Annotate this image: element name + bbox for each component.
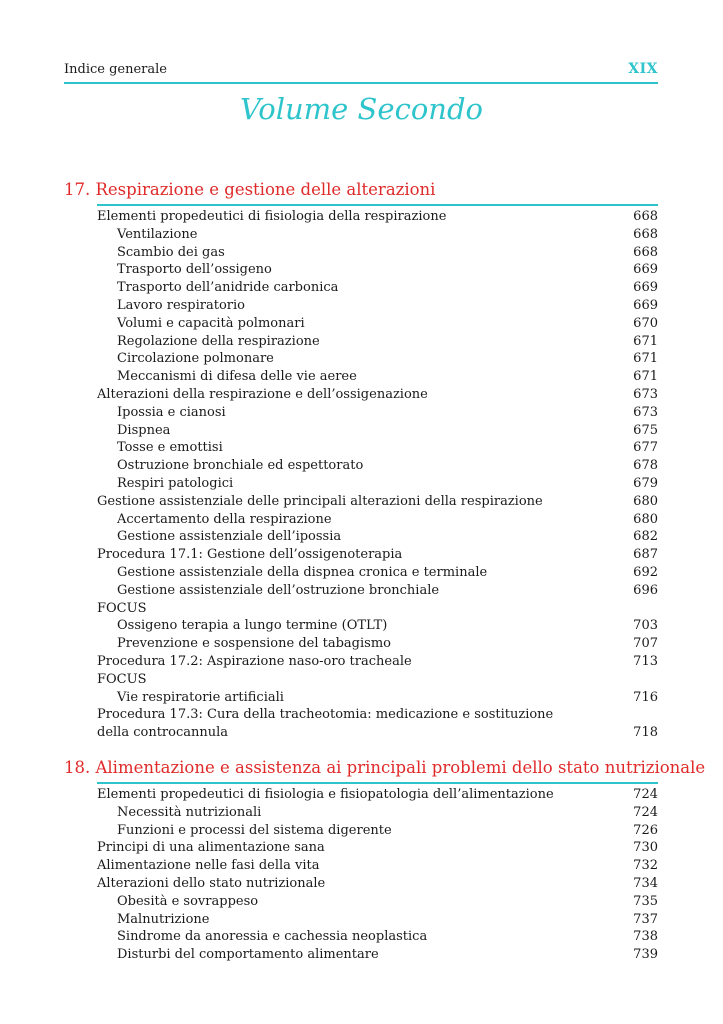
header-rule <box>64 82 658 84</box>
toc-entry <box>97 671 658 689</box>
chapter-title: 18. Alimentazione e assistenza ai principali problemi dello stato nutrizionale <box>64 758 706 777</box>
toc-entry-label: Scambio dei gas <box>117 244 225 260</box>
toc-entry-label: Dispnea <box>117 422 171 438</box>
toc-entry <box>97 564 658 582</box>
toc-entry <box>97 600 658 618</box>
toc-entry-label: Funzioni e processi del sistema digerente <box>117 822 392 838</box>
toc-entry <box>97 422 658 440</box>
toc-entry <box>97 928 658 946</box>
toc-entry-page: 707 <box>633 636 658 652</box>
toc-entry <box>97 893 658 911</box>
toc-entry-label: Prevenzione e sospensione del tabagismo <box>117 636 391 652</box>
toc-entry <box>97 875 658 893</box>
toc-entry-page: 671 <box>633 333 658 349</box>
toc-entry-page: 675 <box>633 422 658 438</box>
toc-entry-label: Malnutrizione <box>117 911 210 927</box>
toc-entry-page: 673 <box>633 386 658 402</box>
toc-entry-page: 732 <box>633 858 658 874</box>
toc-entry-page: 671 <box>633 369 658 385</box>
toc-entry <box>97 261 658 279</box>
toc-entry <box>97 911 658 929</box>
toc-entry <box>97 244 658 262</box>
toc-entry <box>97 368 658 386</box>
toc-entry-page: 738 <box>633 929 658 945</box>
toc-entry <box>97 511 658 529</box>
toc-entry-label: Sindrome da anoressia e cachessia neoplastica <box>117 929 428 945</box>
toc-entry-page: 737 <box>633 911 658 927</box>
toc-entry-label: Circolazione polmonare <box>117 351 274 367</box>
toc-entry <box>97 493 658 511</box>
toc-entry-label: Gestione assistenziale delle principali alterazioni della respirazione <box>97 493 543 509</box>
toc-entry-label: Procedura 17.3: Cura della tracheotomia: medicazione e sostituzione <box>97 707 554 723</box>
toc-entry-label: Disturbi del comportamento alimentare <box>117 947 379 963</box>
chapter-title: 17. Respirazione e gestione delle alterazioni <box>64 180 436 199</box>
toc-entry-label: Necessità nutrizionali <box>117 804 262 820</box>
toc-entry-page: 716 <box>633 689 658 705</box>
toc-entry <box>97 822 658 840</box>
toc-entry-label: della controcannula <box>97 725 229 741</box>
toc-entry <box>97 386 658 404</box>
chapter-18 <box>64 758 706 963</box>
toc-entry-page: 696 <box>633 582 658 598</box>
toc-entry-label: Lavoro respiratorio <box>117 297 246 313</box>
toc-entry <box>97 857 658 875</box>
toc-entry-label: Elementi propedeutici di fisiologia e fisiopatologia dell’alimentazione <box>97 787 554 802</box>
toc-entry-page: 734 <box>633 875 658 891</box>
toc-entry <box>97 546 658 564</box>
toc-entry <box>97 786 658 804</box>
toc-entry <box>97 315 658 333</box>
toc-entry-page: 724 <box>633 804 658 820</box>
toc-entry-label: FOCUS <box>97 600 147 616</box>
toc-entry <box>97 457 658 475</box>
toc-entries <box>97 786 658 964</box>
toc-entry-page: 687 <box>633 547 658 563</box>
toc-entry-label: Alimentazione nelle fasi della vita <box>97 858 320 874</box>
toc-entries <box>97 208 658 742</box>
toc-entry <box>97 839 658 857</box>
toc-entry <box>97 724 658 742</box>
toc-entry <box>97 653 658 671</box>
toc-entry <box>97 528 658 546</box>
toc-entry-label: Alterazioni dello stato nutrizionale <box>97 875 326 891</box>
toc-entry-page: 718 <box>633 725 658 741</box>
toc-entry <box>97 689 658 707</box>
toc-entry-label: Gestione assistenziale dell’ostruzione bronchiale <box>117 582 440 598</box>
toc-entry <box>97 617 658 635</box>
toc-entry-page: 668 <box>633 244 658 260</box>
toc-entry-page: 680 <box>633 493 658 509</box>
toc-entry-page: 671 <box>633 351 658 367</box>
toc-entry <box>97 297 658 315</box>
toc-entry-label: Tosse e emottisi <box>117 440 223 456</box>
toc-entry <box>97 946 658 964</box>
toc-entry-label: Procedura 17.1: Gestione dell’ossigenoterapia <box>97 547 403 563</box>
toc-entry-label: Ventilazione <box>117 226 198 242</box>
toc-entry-page: 726 <box>633 822 658 838</box>
toc-entry-page: 679 <box>633 475 658 491</box>
chapter-rule <box>97 782 658 784</box>
toc-entry-page: 713 <box>633 653 658 669</box>
toc-entry <box>97 635 658 653</box>
toc-entry-page: 735 <box>633 893 658 909</box>
toc-entry <box>97 439 658 457</box>
toc-entry-page: 680 <box>633 511 658 527</box>
toc-entry <box>97 208 658 226</box>
toc-entry-label: Alterazioni della respirazione e dell’ossigenazione <box>97 386 428 402</box>
toc-entry-label: Ostruzione bronchiale ed espettorato <box>117 458 364 474</box>
toc-entry <box>97 333 658 351</box>
toc-entry-page: 739 <box>633 947 658 963</box>
toc-entry-page: 678 <box>633 458 658 474</box>
toc-entry <box>97 404 658 422</box>
toc-entry <box>97 475 658 493</box>
toc-entry-label: Gestione assistenziale dell’ipossia <box>117 529 342 545</box>
toc-entry-label: Regolazione della respirazione <box>117 333 320 349</box>
chapter-17 <box>64 180 658 741</box>
page-number-roman: XIX <box>628 61 658 77</box>
toc-entry-page: 677 <box>633 440 658 456</box>
toc-entry-label: Gestione assistenziale della dispnea cronica e terminale <box>117 564 488 580</box>
toc-entry <box>97 226 658 244</box>
toc-entry-page: 673 <box>633 404 658 420</box>
volume-title: Volume Secondo <box>239 92 483 126</box>
running-header-title: Indice generale <box>64 62 167 77</box>
toc-entry-page: 669 <box>633 280 658 296</box>
running-header <box>64 60 658 80</box>
toc-entry-page: 668 <box>633 226 658 242</box>
chapter-rule <box>97 204 658 206</box>
toc-entry-page: 692 <box>633 564 658 580</box>
toc-entry-page: 730 <box>633 840 658 856</box>
toc-entry-label: Procedura 17.2: Aspirazione naso-oro tracheale <box>97 653 412 669</box>
toc-entry-label: Accertamento della respirazione <box>117 511 332 527</box>
toc-entry-page: 669 <box>633 297 658 313</box>
toc-entry-label: Respiri patologici <box>117 475 234 491</box>
toc-entry-page: 724 <box>633 787 658 802</box>
toc-entry-label: FOCUS <box>97 671 147 687</box>
toc-entry-label: Meccanismi di difesa delle vie aeree <box>117 369 357 385</box>
toc-entry-label: Principi di una alimentazione sana <box>97 840 325 856</box>
toc-entry-page: 703 <box>633 618 658 634</box>
toc-entry <box>97 582 658 600</box>
toc-entry-label: Volumi e capacità polmonari <box>117 315 305 331</box>
toc-entry-label: Obesità e sovrappeso <box>117 893 259 909</box>
toc-entry-label: Trasporto dell’anidride carbonica <box>117 280 339 296</box>
toc-entry-page: 682 <box>633 529 658 545</box>
toc-entry <box>97 350 658 368</box>
toc-entry-label: Elementi propedeutici di fisiologia della respirazione <box>97 209 447 224</box>
toc-entry <box>97 279 658 297</box>
toc-entry-label: Trasporto dell’ossigeno <box>117 262 272 278</box>
toc-entry-label: Vie respiratorie artificiali <box>117 689 284 705</box>
toc-entry <box>97 804 658 822</box>
toc-entry-page: 669 <box>633 262 658 278</box>
toc-entry-label: Ossigeno terapia a lungo termine (OTLT) <box>117 618 388 634</box>
toc-entry-label: Ipossia e cianosi <box>117 404 226 420</box>
toc-entry-page: 670 <box>633 315 658 331</box>
toc-entry <box>97 706 658 724</box>
toc-entry-page: 668 <box>633 209 658 224</box>
